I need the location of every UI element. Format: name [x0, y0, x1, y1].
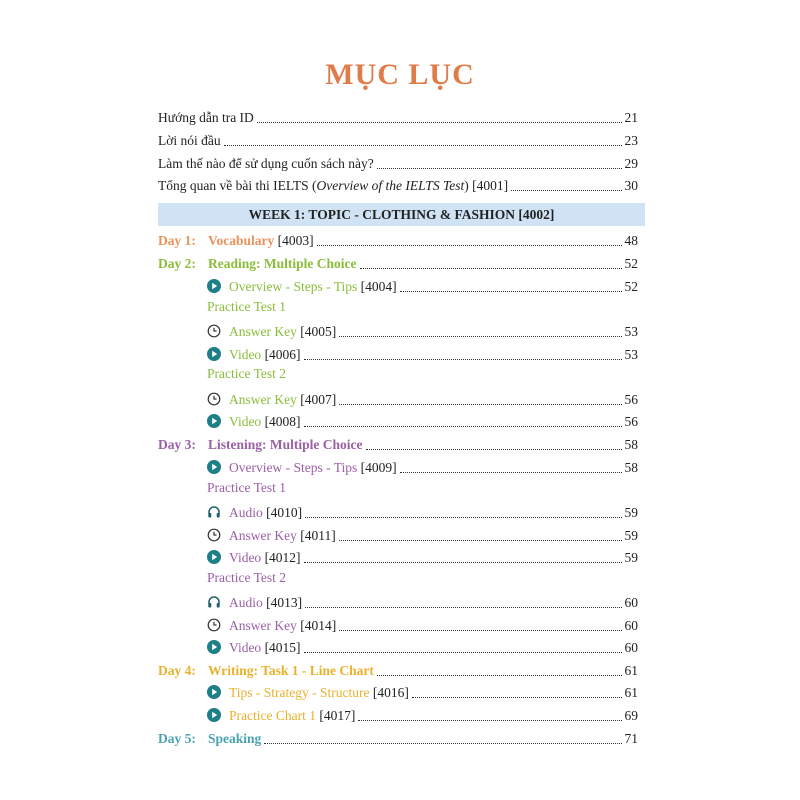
page-number: 23	[624, 133, 638, 148]
leader-dots	[511, 190, 621, 191]
page-number: 52	[624, 256, 638, 271]
clock-icon	[207, 528, 221, 542]
play-icon	[207, 460, 221, 474]
play-icon	[207, 708, 221, 722]
day-label: Day 2:	[158, 256, 196, 271]
leader-dots	[400, 472, 622, 473]
page-number: 71	[624, 731, 638, 746]
toc-subentry[interactable]: Video [4006] 53	[207, 344, 638, 364]
day-label: Day 4:	[158, 663, 196, 678]
entry-label: Tổng quan về bài thi IELTS (Overview of the IELTS Test) [4001]	[158, 178, 509, 193]
leader-dots	[377, 168, 622, 169]
section-label: Practice Test 2	[207, 570, 287, 585]
leader-dots	[305, 607, 621, 608]
entry-label: Lời nói đầu	[158, 133, 221, 148]
leader-dots	[366, 449, 622, 450]
leader-dots	[339, 404, 621, 405]
play-icon	[207, 347, 221, 361]
leader-dots	[400, 291, 622, 292]
play-icon	[207, 685, 221, 699]
leader-dots	[317, 245, 622, 246]
play-icon	[207, 550, 221, 564]
page-number: 60	[624, 595, 638, 610]
toc-subentry[interactable]: Answer Key [4011] 59	[207, 525, 638, 545]
day-topic: Writing: Task 1 - Line Chart	[208, 663, 374, 678]
page-number: 60	[624, 618, 638, 633]
entry-label: Hướng dẫn tra ID	[158, 110, 254, 125]
toc-subentry[interactable]: Audio [4010] 59	[207, 502, 638, 522]
leader-dots	[377, 675, 622, 676]
section-label: Practice Test 1	[207, 480, 287, 495]
toc-entry-day4[interactable]	[158, 660, 638, 680]
leader-dots	[224, 145, 622, 146]
toc-subentry[interactable]: Tips - Strategy - Structure [4016] 61	[207, 682, 638, 702]
page-number: 52	[624, 279, 638, 294]
leader-dots	[304, 359, 622, 360]
leader-dots	[360, 268, 622, 269]
headphones-icon	[207, 595, 221, 609]
toc-entry-day1[interactable]: Day 1: Vocabulary [4003] 48	[158, 233, 638, 248]
page-title: MỤC LỤC	[325, 58, 475, 91]
toc-subentry[interactable]: Answer Key [4014] 60	[207, 615, 638, 635]
headphones-icon	[207, 505, 221, 519]
toc-subentry[interactable]: Answer Key [4007] 56	[207, 389, 638, 409]
toc-subentry[interactable]: Practice Chart 1 [4017] 69	[207, 705, 638, 725]
page-number: 61	[624, 663, 638, 678]
page-number: 30	[624, 178, 638, 193]
page-number: 58	[624, 437, 638, 452]
toc-subentry[interactable]: Overview - Steps - Tips [4009] 58	[207, 457, 638, 477]
page-number: 59	[624, 550, 638, 565]
leader-dots	[412, 697, 622, 698]
leader-dots	[304, 652, 622, 653]
day-topic: Listening: Multiple Choice	[208, 437, 363, 452]
page-number: 53	[624, 347, 638, 362]
toc-entry[interactable]	[158, 175, 638, 195]
toc-entry-day2[interactable]	[158, 253, 638, 273]
day-topic: Reading: Multiple Choice	[208, 256, 357, 271]
page-number: 60	[624, 640, 638, 655]
toc-subentry[interactable]: Video [4012] 59	[207, 547, 638, 567]
play-icon	[207, 279, 221, 293]
toc-subentry[interactable]: Video [4008] 56	[207, 411, 638, 431]
toc-subentry[interactable]: Answer Key [4005] 53	[207, 321, 638, 341]
day-label: Day 5:	[158, 731, 196, 746]
leader-dots	[358, 720, 621, 721]
page-number: 56	[624, 392, 638, 407]
clock-icon	[207, 392, 221, 406]
page-number: 21	[624, 110, 638, 125]
toc-entry[interactable]	[158, 107, 638, 127]
page-number: 69	[624, 708, 638, 723]
play-icon	[207, 414, 221, 428]
clock-icon	[207, 618, 221, 632]
leader-dots	[339, 540, 622, 541]
day-label: Day 1:	[158, 233, 196, 248]
leader-dots	[305, 517, 621, 518]
page-number: 48	[624, 233, 638, 248]
toc-entry[interactable]	[158, 130, 638, 150]
page-number: 59	[624, 528, 638, 543]
leader-dots	[257, 122, 622, 123]
toc-entry-day5[interactable]	[158, 728, 638, 748]
day-label: Day 3:	[158, 437, 196, 452]
page-number: 29	[624, 156, 638, 171]
section-label: Practice Test 2	[207, 366, 287, 381]
week-header: WEEK 1: TOPIC - CLOTHING & FASHION [4002]	[158, 203, 645, 226]
play-icon	[207, 640, 221, 654]
clock-icon	[207, 324, 221, 338]
toc-subentry[interactable]: Audio [4013] 60	[207, 592, 638, 612]
toc-entry-day3[interactable]	[158, 434, 638, 454]
day-topic: Speaking	[208, 731, 262, 746]
toc-entry[interactable]	[158, 153, 638, 173]
page-number: 58	[624, 460, 638, 475]
page-number: 53	[624, 324, 638, 339]
entry-label: Làm thế nào để sử dụng cuốn sách này?	[158, 156, 374, 171]
section-label: Practice Test 1	[207, 299, 287, 314]
leader-dots	[304, 426, 622, 427]
leader-dots	[264, 743, 621, 744]
leader-dots	[339, 336, 621, 337]
page-number: 61	[624, 685, 638, 700]
leader-dots	[304, 562, 622, 563]
toc-subentry[interactable]: Overview - Steps - Tips [4004] 52	[207, 276, 638, 296]
page-number: 59	[624, 505, 638, 520]
day-topic: Vocabulary	[208, 233, 275, 248]
leader-dots	[339, 630, 621, 631]
toc-subentry[interactable]: Video [4015] 60	[207, 637, 638, 657]
page-number: 56	[624, 414, 638, 429]
